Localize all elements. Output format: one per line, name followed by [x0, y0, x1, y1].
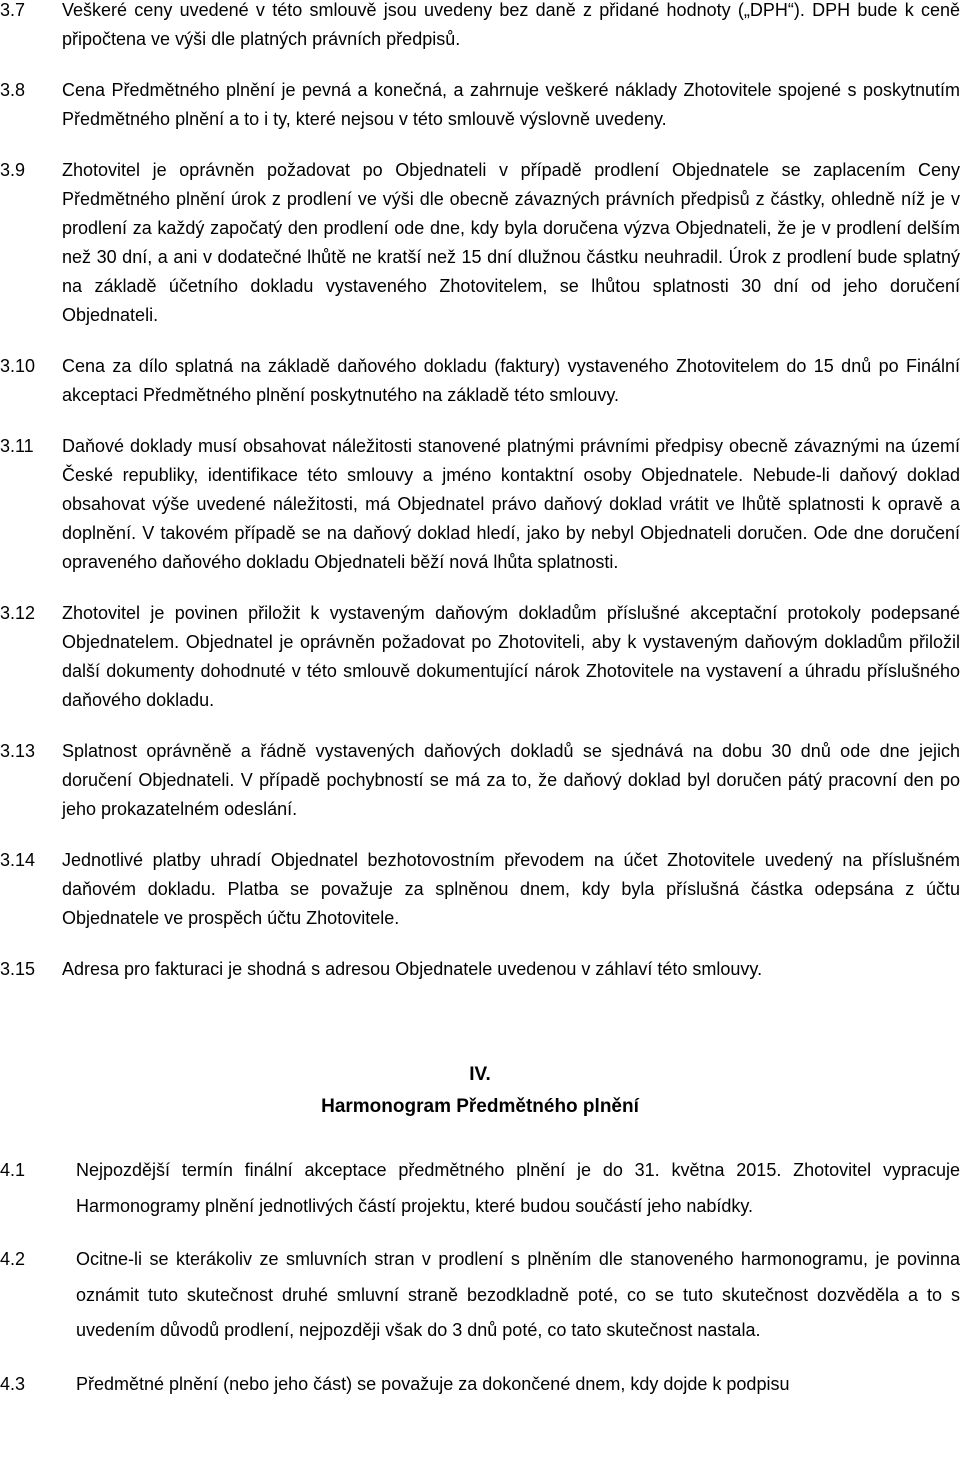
clause-text: Daňové doklady musí obsahovat náležitosti stanovené platnými právními předpisy obecně závaznými na území České republiky, identifikace této smlouvy a jméno kontaktní osoby Objednatele. Nebude-li daňový doklad obsahovat výše uvedené náležitosti, má Objednatel právo daňový doklad vrátit ve lhůtě splatnosti k opravě a doplnění. V takovém případě se na daňový doklad hledí, jako by nebyl Objednateli doručen. Ode dne doručení opraveného daňového dokladu Objednateli běží nová lhůta splatnosti.	[62, 436, 960, 572]
clause-text: Splatnost oprávněně a řádně vystavených daňových dokladů se sjednává na dobu 30 dnů ode dne jejich doručení Objednateli. V případě pochybností se má za to, že daňový doklad byl doručen pátý pracovní den po jeho prokazatelném odeslání.	[62, 741, 960, 819]
clause-3-10	[0, 352, 960, 410]
clause-number: 4.2	[0, 1249, 26, 1269]
clause-number: 3.14	[0, 850, 36, 870]
clause-4-1	[0, 1153, 960, 1224]
clause-number: 3.10	[0, 356, 36, 376]
clause-number: 3.13	[0, 741, 36, 761]
clause-text: Cena za dílo splatná na základě daňového dokladu (faktury) vystaveného Zhotovitelem do 15 dnů po Finální akceptaci Předmětného plnění poskytnutého na základě této smlouvy.	[62, 356, 960, 405]
clause-number: 3.12	[0, 603, 36, 623]
clause-3-8	[0, 76, 960, 134]
clause-text: Jednotlivé platby uhradí Objednatel bezhotovostním převodem na účet Zhotovitele uvedený na příslušném daňovém dokladu. Platba se považuje za splněnou dnem, kdy byla příslušná částka odepsána z účtu Objednatele ve prospěch účtu Zhotovitele.	[62, 850, 960, 928]
clause-text: Zhotovitel je oprávněn požadovat po Objednateli v případě prodlení Objednatele se zaplacením Ceny Předmětného plnění úrok z prodlení ve výši dle obecně závazných právních předpisů z částky, ohledně níž je v prodlení za každý započatý den prodlení ode dne, kdy byla doručena výzva Objednateli, že je v prodlení delším než 30 dní, a ani v dodatečné lhůtě ne kratší než 15 dní dlužnou částku neuhradil. Úrok z prodlení bude splatný na základě účetního dokladu vystaveného Zhotovitelem, se lhůtou splatnosti 30 dní od jeho doručení Objednateli.	[62, 160, 960, 325]
clause-number: 4.3	[0, 1373, 26, 1394]
clause-number: 3.11	[0, 436, 34, 456]
clause-4-2	[0, 1242, 960, 1349]
clause-3-12	[0, 599, 960, 715]
clause-text: Zhotovitel je povinen přiložit k vystaveným daňovým dokladům příslušné akceptační protokoly podepsané Objednatelem. Objednatel je oprávněn požadovat po Zhotoviteli, aby k vystaveným daňovým dokladům přiložil další dokumenty dohodnuté v této smlouvě dokumentující nárok Zhotovitele na vystavení a úhradu příslušného daňového dokladu.	[62, 603, 960, 710]
clause-4-3	[0, 1367, 960, 1403]
clause-number: 3.9	[0, 160, 26, 180]
clause-text: Předmětné plnění (nebo jeho část) se považuje za dokončené dnem, kdy dojde k podpisu	[76, 1373, 790, 1394]
clause-text: Nejpozdější termín finální akceptace předmětného plnění je do 31. května 2015. Zhotovitel vypracuje Harmonogramy plnění jednotlivých částí projektu, které budou součástí jeho nabídky.	[76, 1160, 960, 1216]
clause-text: Ocitne-li se kterákoliv ze smluvních stran v prodlení s plněním dle stanoveného harmonogramu, je povinna oznámit tuto skutečnost druhé smluvní straně bezodkladně poté, co se tuto skutečnost dozvěděla a to s uvedením důvodů prodlení, nejpozději však do 3 dnů poté, co tato skutečnost nastala.	[76, 1249, 960, 1340]
clause-3-11	[0, 432, 960, 577]
clause-text: Cena Předmětného plnění je pevná a konečná, a zahrnuje veškeré náklady Zhotovitele spojené s poskytnutím Předmětného plnění a to i ty, které nejsou v této smlouvě výslovně uvedeny.	[62, 80, 960, 129]
clause-number: 3.15	[0, 959, 36, 979]
clause-number: 3.7	[0, 0, 26, 20]
article-title: Harmonogram Předmětného plnění	[321, 1096, 639, 1117]
clause-text: Adresa pro fakturaci je shodná s adresou Objednatele uvedenou v záhlaví této smlouvy.	[62, 959, 763, 979]
clause-3-15	[0, 955, 960, 984]
article-number: IV.	[469, 1064, 491, 1085]
clause-text: Veškeré ceny uvedené v této smlouvě jsou uvedeny bez daně z přidané hodnoty („DPH“). DPH bude k ceně připočtena ve výši dle platných právních předpisů.	[62, 0, 960, 49]
clause-3-9	[0, 156, 960, 330]
clause-3-13	[0, 737, 960, 824]
clause-3-7	[0, 0, 960, 54]
clause-3-14	[0, 846, 960, 933]
clause-number: 4.1	[0, 1160, 26, 1180]
clause-number: 3.8	[0, 80, 26, 100]
